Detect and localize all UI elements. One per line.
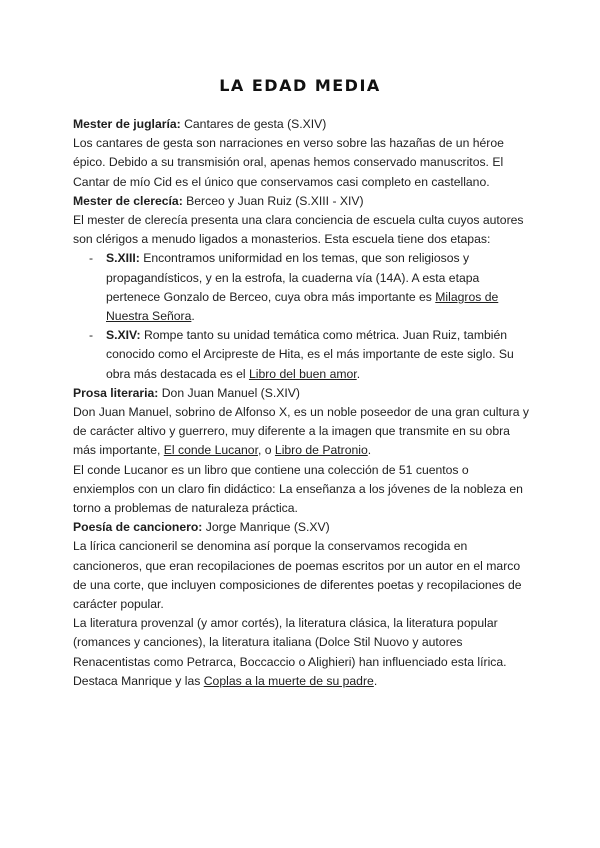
cancionero-paragraph-2: La literatura provenzal (y amor cortés), la literatura clásica, la literatura popular (romances y canciones), la literatura italiana (Dolce Stil Nuovo y autores Renacentistas como Petrarca, Boccaccio o Alighieri) han influenciado esta lírica.	[73, 616, 507, 669]
cancionero-subtitle: Jorge Manrique (S.XV)	[205, 520, 330, 535]
work-title-milagros: Milagros de Nuestra Señora	[106, 289, 499, 324]
prosa-paragraph-2: El conde Lucanor es un libro que contiene una colección de 51 cuentos o enxiemplos con un claro fin didáctico: La enseñanza a los jóvenes de la nobleza en torno a problemas de naturaleza práctica.	[73, 462, 523, 516]
stage-text: Rompe tanto su unidad temática como métrica. Juan Ruiz, también conocido como el Arcipreste de Hita, es el más importante de este siglo. Su obra más destacada es el	[106, 328, 514, 381]
paragraph-text: Don Juan Manuel, sobrino de Alfonso X, es un noble poseedor de una gran cultura y de carácter altivo y guerrero, muy diferente a la imagen que transmite en su obra más importante,	[73, 405, 529, 458]
clerecia-heading-line	[73, 192, 533, 211]
list-item	[73, 249, 533, 326]
work-title-conde-lucanor: El conde Lucanor	[163, 443, 258, 458]
cancionero-paragraph-3	[73, 672, 533, 691]
punctuation: .	[373, 673, 378, 688]
punctuation: .	[367, 443, 372, 458]
juglaria-paragraph: Los cantares de gesta son narraciones en verso sobre las hazañas de un héroe épico. Debido a su transmisión oral, apenas hemos conservado manuscritos. El Cantar de mío Cid es el único que conservamos casi completo en castellano.	[73, 136, 504, 189]
prosa-paragraph-1	[73, 403, 533, 461]
prosa-subtitle: Don Juan Manuel (S.XIV)	[161, 385, 300, 400]
stage-label: S.XIV:	[106, 328, 141, 343]
cancionero-heading: Poesía de cancionero:	[73, 520, 203, 535]
stage-text: Encontramos uniformidad en los temas, que son religiosos y propagandísticos, y en la estrofa, la cuaderna vía (14A). A esta etapa pertenece Gonzalo de Berceo, cuya obra más importante es	[106, 251, 480, 304]
paragraph-text: Destaca Manrique y las	[73, 673, 201, 688]
list-item	[73, 326, 533, 384]
prosa-heading: Prosa literaria:	[73, 385, 159, 400]
page-title: LA EDAD MEDIA	[219, 76, 381, 95]
document-body	[73, 115, 533, 691]
cancionero-paragraph-1: La lírica cancioneril se denomina así porque la conservamos recogida en cancioneros, que eran recopilaciones de poemas escritos por un autor en el marco de una corte, que incluyen composiciones de diferentes poetas y recopilaciones de carácter popular.	[73, 539, 522, 612]
connector-text: , o	[257, 443, 272, 458]
punctuation: .	[191, 309, 195, 324]
juglaria-heading-line	[73, 115, 533, 134]
work-title-buen-amor: Libro del buen amor	[248, 366, 357, 381]
clerecia-subtitle: Berceo y Juan Ruiz (S.XIII - XIV)	[186, 193, 364, 208]
juglaria-subtitle: Cantares de gesta (S.XIV)	[184, 117, 327, 131]
clerecia-heading: Mester de clerecía:	[73, 193, 183, 208]
prosa-heading-line	[73, 384, 533, 403]
clerecia-paragraph: El mester de clerecía presenta una clara conciencia de escuela culta cuyos autores son clérigos a menudo ligados a monasterios. Esta escuela tiene dos etapas:	[73, 213, 524, 247]
juglaria-heading: Mester de juglaría:	[73, 117, 181, 131]
punctuation: .	[356, 366, 361, 381]
stage-label: S.XIII:	[106, 251, 140, 266]
cancionero-heading-line	[73, 518, 533, 537]
clerecia-stages-list	[73, 249, 533, 383]
work-title-patronio: Libro de Patronio	[274, 443, 368, 458]
work-title-coplas: Coplas a la muerte de su padre	[203, 673, 374, 688]
